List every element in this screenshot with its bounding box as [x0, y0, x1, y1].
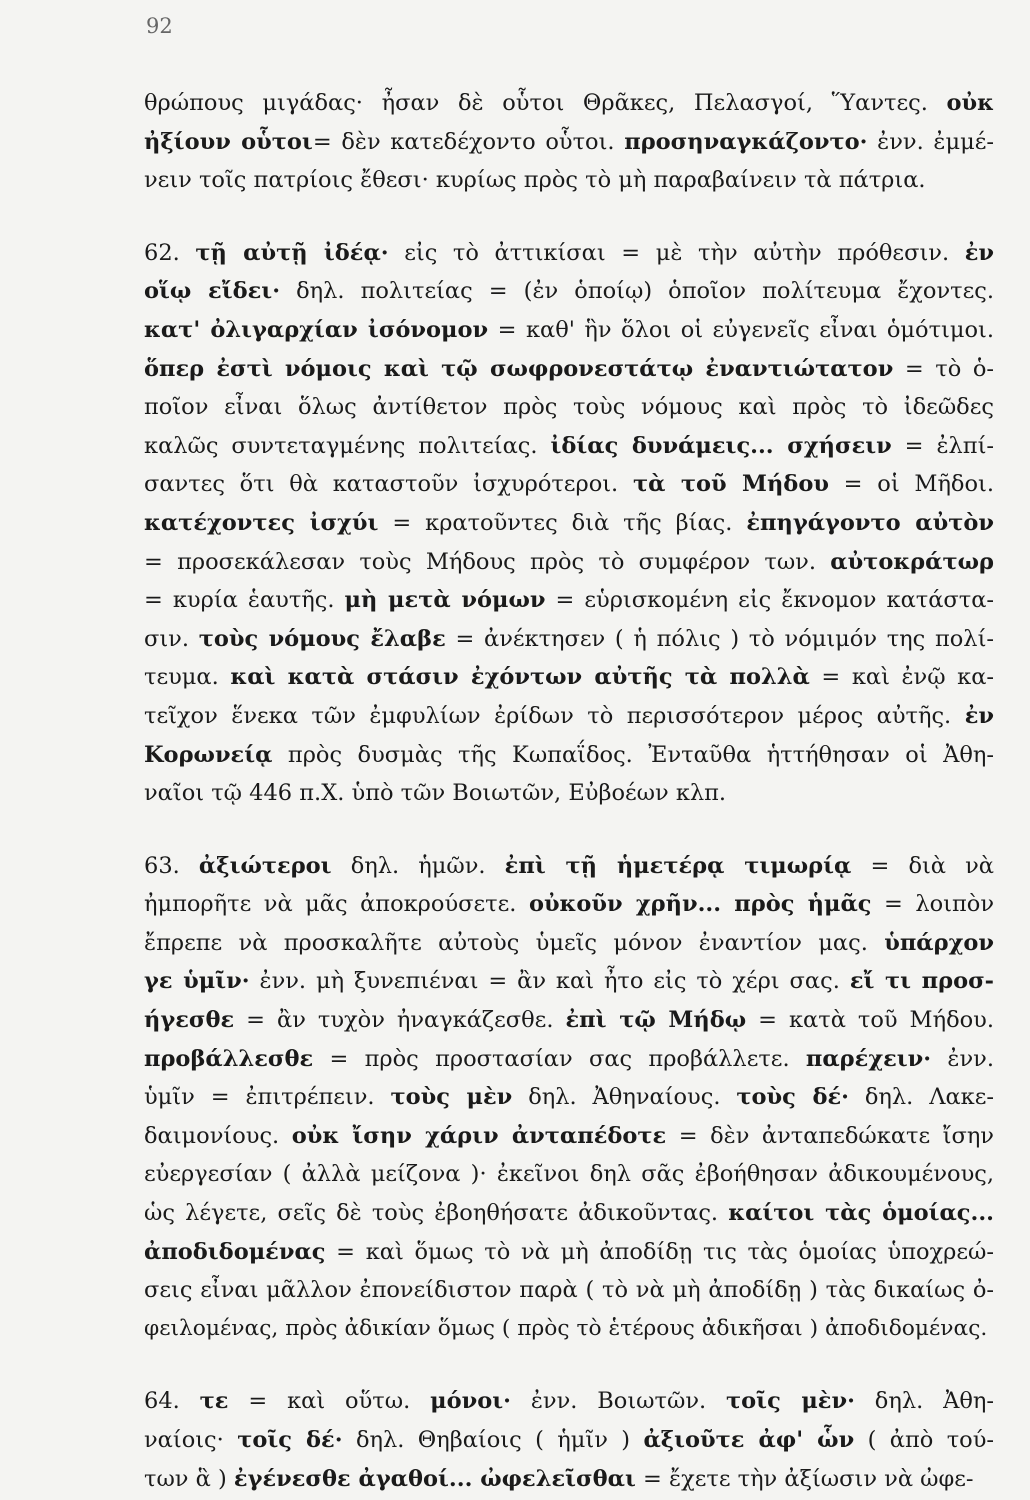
lemma-term: ἀξιοῦτε ἀφ' ὧν: [643, 1427, 855, 1453]
lemma-term: οὐκ ἴσην χάριν ἀνταπέδοτε: [291, 1122, 667, 1149]
lemma-term: ἀποδιδομένας: [144, 1238, 326, 1265]
lemma-term: κατ' ὀλιγαρχίαν ἰσόνομον: [144, 316, 489, 343]
text-line: [144, 84, 994, 123]
gloss-text: ναῖοι τῷ 446 π.Χ. ὑπὸ τῶν Βοιωτῶν, Εὐβοέων κλπ.: [144, 780, 727, 807]
lemma-term: προβάλλεσθε: [144, 1045, 314, 1072]
text-line: [144, 774, 994, 813]
gloss-text: ἔπρεπε νὰ προσκαλῆτε αὐτοὺς ὑμεῖς μόνον ἐναντίον μας.: [144, 929, 885, 956]
text-line: [144, 581, 994, 620]
gloss-text: ὡς λέγετε, σεῖς δὲ τοὺς ἐβοηθήσατε ἀδικοῦντας.: [144, 1200, 729, 1227]
gloss-text: 62.: [144, 239, 196, 266]
text-line: [144, 388, 994, 427]
lemma-term: ἐπηγάγοντο αὐτὸν: [746, 509, 994, 536]
lemma-term: τὰ τοῦ Μήδου: [632, 471, 829, 498]
gloss-text: ἐνν. ἐμμέ-: [867, 128, 995, 155]
gloss-text: = τὸ ὁ-: [893, 355, 994, 382]
lemma-term: ἰδίας δυνάμεις... σχήσειν: [550, 432, 892, 459]
gloss-text: = ἂν τυχὸν ἠναγκάζεσθε.: [234, 1007, 566, 1034]
gloss-text: δηλ. πολιτείας = (ἐν ὁποίῳ) ὁποῖον πολίτευμα ἔχοντες.: [280, 278, 995, 305]
text-line: [144, 847, 994, 886]
gloss-text: = δὲν κατεδέχοντο οὗτοι.: [312, 128, 625, 155]
gloss-text: δηλ. ἡμῶν.: [331, 852, 505, 879]
lemma-term: ἠξίουν οὗτοι: [144, 128, 313, 155]
text-line: [144, 1421, 994, 1460]
text-line: [144, 697, 994, 736]
gloss-text: καλῶς συντεταγμένης πολιτείας.: [144, 432, 551, 459]
text-line: [144, 658, 994, 697]
text-line: [144, 1194, 994, 1233]
lemma-term: καίτοι τὰς ὁμοίας...: [728, 1200, 994, 1227]
text-line: [144, 465, 994, 504]
lemma-term: τοῖς δέ·: [237, 1427, 343, 1453]
lemma-term: ἐν: [964, 239, 994, 266]
text-line: [144, 1460, 994, 1499]
gloss-text: ναίοις·: [144, 1427, 238, 1453]
lemma-term: τοὺς δέ·: [736, 1084, 849, 1111]
text-line: [144, 620, 994, 659]
text-line: [144, 1382, 994, 1421]
lemma-term: γε ὑμῖν·: [144, 968, 250, 995]
lemma-term: ήγεσθε: [144, 1007, 235, 1034]
gloss-text: = κρατοῦντες διὰ τῆς βίας.: [378, 509, 747, 536]
paragraph: [144, 1382, 994, 1498]
gloss-text: φειλομένας, πρὸς ἀδικίαν ὅμως ( πρὸς τὸ ἑτέρους ἀδικῆσαι ) ἀποδιδομένας.: [144, 1315, 988, 1341]
text-line: [144, 924, 994, 963]
lemma-term: κατέχοντες ἰσχύι: [144, 509, 379, 536]
lemma-term: οὐκ: [946, 90, 994, 116]
gloss-text: ἐνν. Βοιωτῶν.: [510, 1388, 727, 1415]
text-line: [144, 161, 994, 200]
lemma-term: τῇ αὐτῇ ἰδέᾳ·: [195, 239, 389, 266]
lemma-term: Κορωνείᾳ: [144, 741, 273, 768]
gloss-text: ὑμῖν = ἐπιτρέπειν.: [144, 1084, 391, 1111]
lemma-term: οὐκοῦν χρῆν... πρὸς ἡμᾶς: [528, 891, 872, 918]
text-line: [144, 504, 994, 543]
gloss-text: πρὸς δυσμὰς τῆς Κωπαΐδος. Ἐνταῦθα ἡττήθησαν οἱ Ἀθη-: [272, 741, 994, 768]
gloss-text: 64.: [144, 1388, 200, 1415]
lemma-term: τοῖς μὲν·: [726, 1388, 855, 1415]
gloss-text: = διὰ νὰ: [851, 852, 995, 879]
lemma-term: καὶ κατὰ στάσιν ἐχόντων αὐτῆς τὰ πολλὰ: [230, 664, 810, 691]
gloss-text: τευμα.: [144, 664, 231, 691]
paragraph: [144, 84, 994, 200]
gloss-text: = λοιπὸν: [871, 891, 994, 918]
gloss-text: δηλ. Λακε-: [848, 1084, 994, 1111]
gloss-text: σιν.: [144, 625, 199, 652]
lemma-term: παρέχειν·: [805, 1045, 932, 1072]
text-line: [144, 1001, 994, 1040]
lemma-term: ἐν: [964, 702, 994, 729]
text-line: [144, 123, 994, 162]
text-line: [144, 1117, 994, 1156]
lemma-term: τοὺς μὲν: [390, 1084, 513, 1111]
text-line: [144, 1040, 994, 1079]
lemma-term: τε: [199, 1388, 229, 1415]
lemma-term: προσηναγκάζοντο·: [624, 128, 868, 155]
gloss-text: = κυρία ἑαυτῆς.: [144, 587, 345, 614]
lemma-term: τοὺς νόμους ἔλαβε: [198, 625, 446, 652]
paragraph: [144, 847, 994, 1349]
lemma-term: μὴ μετὰ νόμων: [344, 587, 546, 614]
gloss-text: = καὶ οὕτω.: [228, 1388, 431, 1415]
text-line: [144, 350, 994, 389]
gloss-text: = δὲν ἀνταπεδώκατε ἴσην: [666, 1122, 994, 1149]
text-line: [144, 543, 994, 582]
gloss-text: = ἔχετε τὴν ἀξίωσιν νὰ ὠφε-: [635, 1465, 974, 1492]
lemma-term: ὑπάρχον: [884, 929, 994, 956]
gloss-text: = ἀνέκτησεν ( ἡ πόλις ) τὸ νόμιμόν της πολί-: [445, 625, 994, 652]
text-line: [144, 885, 994, 924]
commentary-text: [144, 84, 994, 1498]
gloss-text: = καὶ ἐνῷ κα-: [809, 664, 995, 691]
gloss-text: δηλ. Ἀθηναίους.: [512, 1084, 737, 1111]
gloss-text: σεις εἶναι μᾶλλον ἐπονείδιστον παρὰ ( τὸ νὰ μὴ ἀποδίδῃ ) τὰς δικαίως ὀ-: [144, 1277, 994, 1304]
gloss-text: σαντες ὅτι θὰ καταστοῦν ἰσχυρότεροι.: [144, 471, 633, 498]
lemma-term: οἵῳ εἴδει·: [144, 278, 281, 305]
gloss-text: νειν τοῖς πατρίοις ἔθεσι· κυρίως πρὸς τὸ μὴ παραβαίνειν τὰ πάτρια.: [144, 167, 926, 194]
lemma-term: ἐπὶ τῷ Μήδῳ: [565, 1007, 747, 1034]
text-line: [144, 736, 994, 775]
lemma-term: ἀξιώτεροι: [198, 852, 332, 879]
gloss-text: = οἱ Μῆδοι.: [828, 471, 994, 498]
text-line: [144, 427, 994, 466]
gloss-text: = κατὰ τοῦ Μήδου.: [746, 1007, 994, 1034]
text-line: [144, 1078, 994, 1117]
gloss-text: ( ἀπὸ τού-: [854, 1427, 994, 1453]
gloss-text: = προσεκάλεσαν τοὺς Μήδους πρὸς τὸ συμφέρον των.: [144, 548, 831, 575]
lemma-term: αὐτοκράτωρ: [830, 548, 994, 575]
text-line: [144, 234, 994, 273]
text-line: [144, 1271, 994, 1310]
gloss-text: = ἐλπί-: [891, 432, 994, 459]
paragraph: [144, 234, 994, 813]
gloss-text: = εὑρισκομένη εἰς ἔκνομον κατάστα-: [545, 587, 995, 614]
gloss-text: δηλ. Ἀθη-: [854, 1388, 994, 1415]
lemma-term: ἐγένεσθε ἀγαθοί... ὠφελεῖσθαι: [233, 1465, 636, 1492]
lemma-term: ἐπὶ τῇ ἡμετέρᾳ τιμωρίᾳ: [504, 852, 852, 879]
gloss-text: εἰς τὸ ἀττικίσαι = μὲ τὴν αὐτὴν πρόθεσιν.: [388, 239, 965, 266]
text-line: [144, 1155, 994, 1194]
text-line: [144, 962, 994, 1001]
gloss-text: των ἃ ): [144, 1465, 234, 1492]
gloss-text: ἠμπορῆτε νὰ μᾶς ἀποκρούσετε.: [144, 891, 529, 918]
gloss-text: ποῖον εἶναι ὅλως ἀντίθετον πρὸς τοὺς νόμους καὶ πρὸς τὸ ἰδεῶδες: [144, 394, 994, 421]
gloss-text: δηλ. Θηβαίοις ( ἡμῖν ): [342, 1427, 644, 1453]
gloss-text: εὐεργεσίαν ( ἀλλὰ μείζονα )· ἐκεῖνοι δηλ σᾶς ἐβοήθησαν ἀδικουμένους,: [144, 1161, 994, 1188]
text-line: [144, 1233, 994, 1272]
page-number: 92: [146, 14, 173, 38]
gloss-text: δαιμονίους.: [144, 1122, 292, 1149]
gloss-text: = καθ' ἣν ὅλοι οἱ εὐγενεῖς εἶναι ὁμότιμοι.: [488, 316, 994, 343]
lemma-term: εἴ τι προσ-: [849, 968, 994, 995]
gloss-text: 63.: [144, 852, 199, 879]
lemma-term: μόνοι·: [430, 1388, 511, 1415]
text-line: [144, 311, 994, 350]
gloss-text: ἐνν.: [931, 1045, 994, 1072]
gloss-text: τεῖχον ἕνεκα τῶν ἐμφυλίων ἐρίδων τὸ περισσότερον μέρος αὐτῆς.: [144, 702, 965, 729]
text-line: [144, 272, 994, 311]
gloss-text: = πρὸς προστασίαν σας προβάλλετε.: [313, 1045, 806, 1072]
lemma-term: ὅπερ ἐστὶ νόμοις καὶ τῷ σωφρονεστάτῳ ἐναντιώτατον: [144, 355, 894, 382]
gloss-text: = καὶ ὅμως τὸ νὰ μὴ ἀποδίδῃ τις τὰς ὁμοίας ὑποχρεώ-: [325, 1238, 994, 1265]
gloss-text: ἐνν. μὴ ξυνεπιέναι = ἂν καὶ ἦτο εἰς τὸ χέρι σας.: [249, 968, 850, 995]
gloss-text: θρώπους μιγάδας· ἦσαν δὲ οὗτοι Θρᾶκες, Πελασγοί, Ὕαντες.: [144, 90, 947, 116]
text-line: [144, 1310, 994, 1349]
